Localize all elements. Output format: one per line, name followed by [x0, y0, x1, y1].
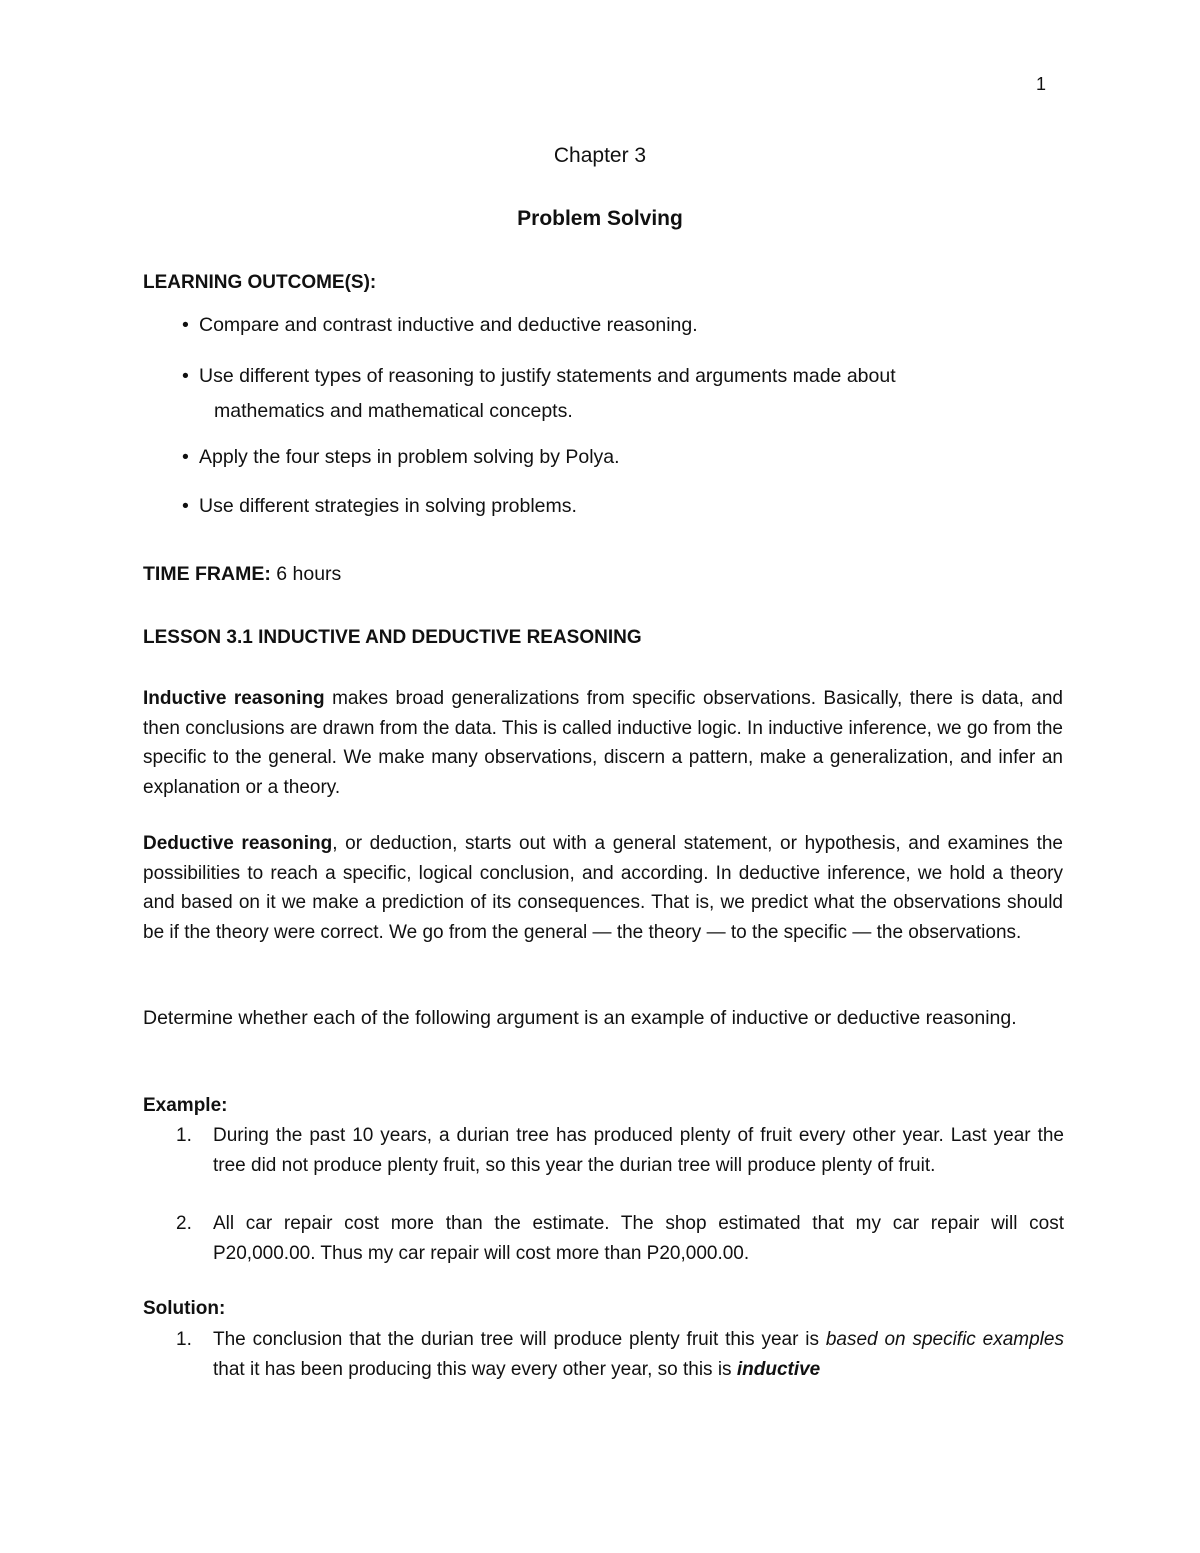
outcome-item — [182, 446, 620, 469]
outcome-text: Compare and contrast inductive and deductive reasoning. — [199, 314, 698, 336]
solution-keyword: inductive — [736, 1358, 821, 1380]
example-number: 1. — [176, 1125, 192, 1146]
bullet-icon: • — [182, 314, 189, 336]
outcome-text-continued: mathematics and mathematical concepts. — [214, 400, 573, 422]
inductive-paragraph — [143, 684, 1063, 802]
outcome-item — [182, 495, 577, 518]
example-heading: Example: — [143, 1095, 228, 1116]
example-text: All car repair cost more than the estimate. The shop estimated that my car repair will cost P20,000.00. Thus my car repair will cost more than P20,000.00. — [213, 1213, 1064, 1264]
bullet-icon: • — [182, 446, 189, 468]
deductive-term: Deductive reasoning — [143, 833, 333, 854]
page-title: Problem Solving — [517, 207, 683, 230]
solution-emphasis: based on specific examples — [825, 1329, 1064, 1350]
solution-number: 1. — [176, 1329, 192, 1350]
inductive-term: Inductive reasoning — [143, 688, 325, 709]
inductive-text: makes broad generalizations from specific observations. Basically, there is data, and then conclusions are drawn from the data. This is called inductive logic. In inductive inference, we go from the specific to the general. We make many observations, discern a pattern, make a generalization, and infer an explanation or a theory. — [143, 688, 1063, 798]
example-text: During the past 10 years, a durian tree has produced plenty of fruit every other year. Last year the tree did not produce plenty fruit, so this year the durian tree will produce plenty of fruit. — [213, 1125, 1064, 1176]
solution-text: The conclusion that the durian tree will produce plenty fruit this year is based on specific examples that it has been producing this way every other year, so this is inductive — [213, 1329, 1064, 1380]
page-number: 1 — [1036, 74, 1047, 94]
solution-item — [176, 1325, 1064, 1384]
bullet-icon: • — [182, 495, 189, 517]
determine-instruction: Determine whether each of the following argument is an example of inductive or deductive reasoning. — [143, 1007, 1017, 1029]
outcome-text: Use different strategies in solving problems. — [199, 495, 577, 517]
outcome-item — [182, 365, 896, 388]
solution-heading: Solution: — [143, 1298, 226, 1319]
example-item — [176, 1121, 1064, 1180]
deductive-paragraph — [143, 829, 1063, 947]
time-frame-label: TIME FRAME: — [143, 563, 271, 585]
outcome-item — [182, 314, 698, 337]
example-item — [176, 1209, 1064, 1268]
time-frame-value: 6 hours — [270, 563, 342, 585]
lesson-heading: LESSON 3.1 INDUCTIVE AND DEDUCTIVE REASONING — [143, 627, 642, 648]
outcome-text: Apply the four steps in problem solving by Polya. — [199, 446, 620, 468]
chapter-label: Chapter 3 — [553, 144, 647, 167]
deductive-text: , or deduction, starts out with a general statement, or hypothesis, and examines the possibilities to reach a specific, logical conclusion, and according. In deductive inference, we hold a theory and based on it we make a prediction of its consequences. That is, we predict what the observations should be if the theory were correct. We go from the general — the theory — to the specific — the observations. — [143, 833, 1063, 943]
time-frame — [143, 563, 341, 586]
learning-outcomes-heading: LEARNING OUTCOME(S): — [143, 272, 377, 293]
outcome-text: Use different types of reasoning to justify statements and arguments made about — [199, 365, 896, 387]
example-number: 2. — [176, 1213, 192, 1234]
bullet-icon: • — [182, 365, 189, 387]
